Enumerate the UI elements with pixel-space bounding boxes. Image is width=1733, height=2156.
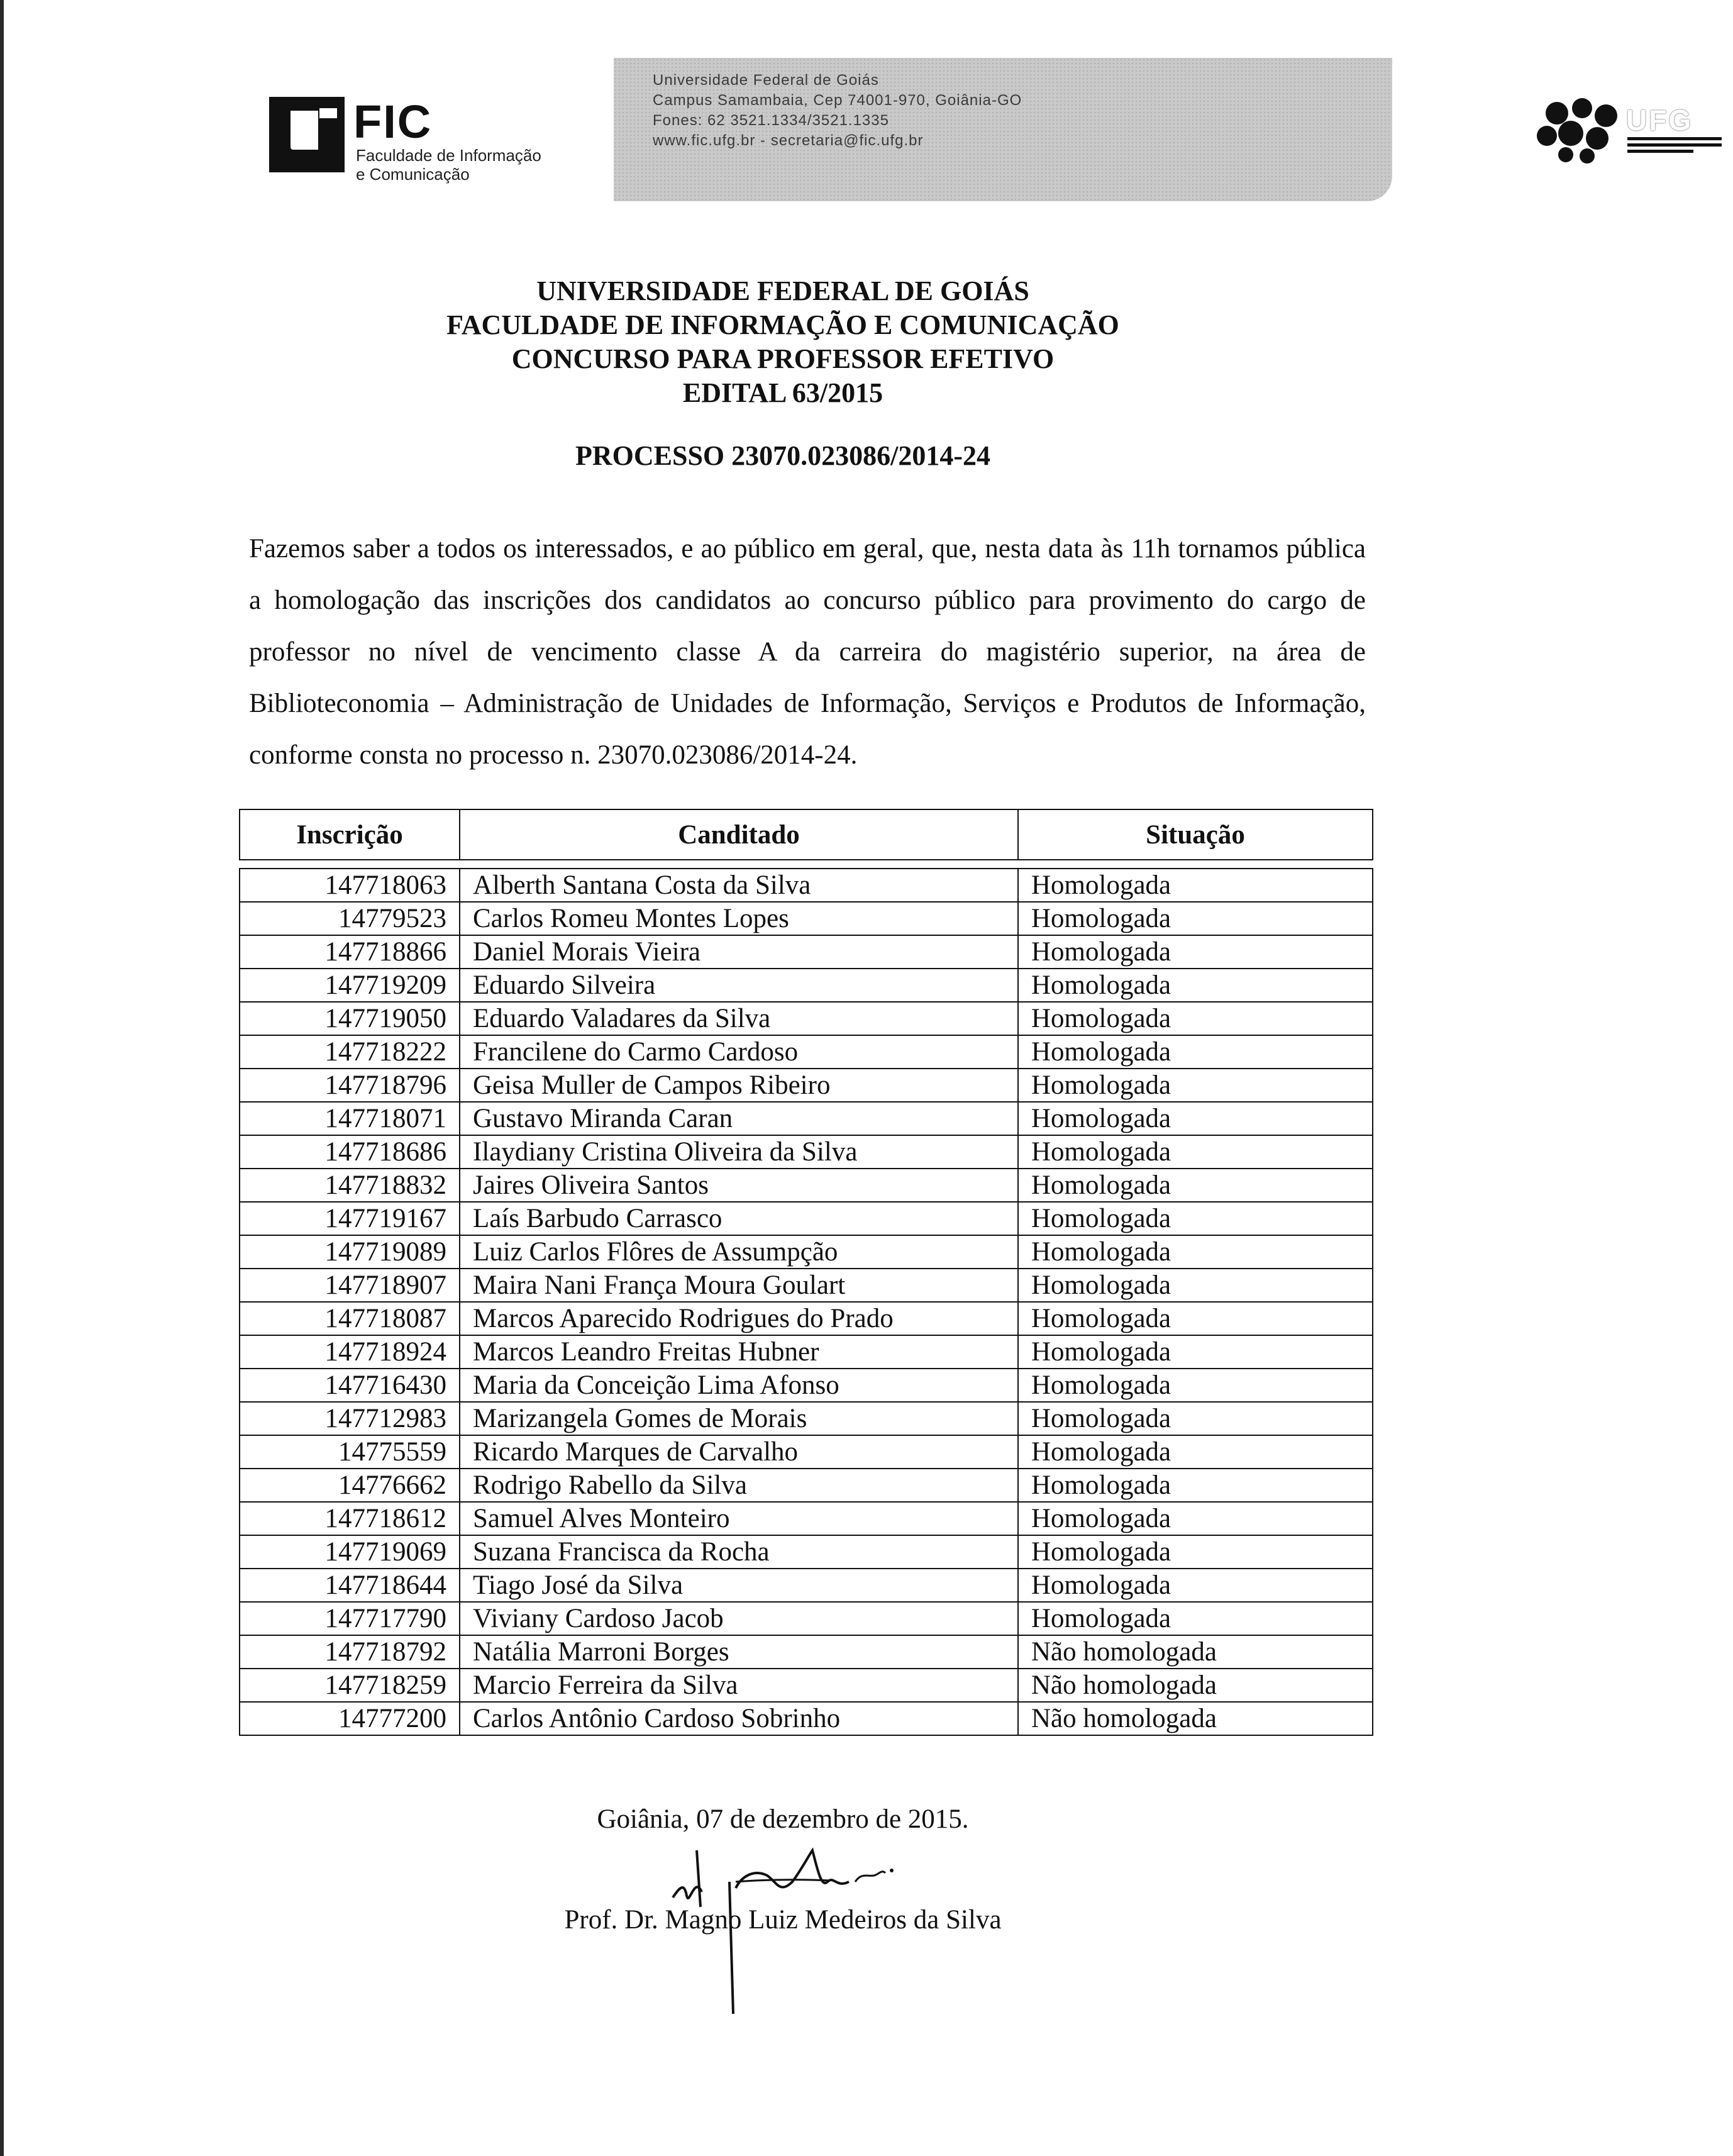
table-row bbox=[240, 1169, 1373, 1202]
cell-candidato: Marcio Ferreira da Silva bbox=[460, 1669, 1018, 1702]
cell-inscricao: 147712983 bbox=[240, 1402, 460, 1435]
cell-situacao: Homologada bbox=[1018, 1169, 1373, 1202]
cell-situacao: Homologada bbox=[1018, 1335, 1373, 1369]
ufg-logo-icon bbox=[1532, 94, 1626, 164]
cell-candidato: Geisa Muller de Campos Ribeiro bbox=[460, 1069, 1018, 1102]
cell-situacao: Não homologada bbox=[1018, 1669, 1373, 1702]
cell-inscricao: 147718796 bbox=[240, 1069, 460, 1102]
table-row bbox=[240, 1502, 1373, 1535]
cell-situacao: Homologada bbox=[1018, 1302, 1373, 1335]
cell-candidato: Marizangela Gomes de Morais bbox=[460, 1402, 1018, 1435]
cell-situacao: Homologada bbox=[1018, 1069, 1373, 1102]
cell-candidato: Maria da Conceição Lima Afonso bbox=[460, 1369, 1018, 1402]
cell-candidato: Natália Marroni Borges bbox=[460, 1635, 1018, 1669]
letterhead bbox=[267, 58, 1693, 247]
cell-situacao: Homologada bbox=[1018, 1202, 1373, 1235]
table-row bbox=[240, 1635, 1373, 1669]
cell-inscricao: 147718644 bbox=[240, 1569, 460, 1602]
place-date: Goiânia, 07 de dezembro de 2015. bbox=[597, 1804, 969, 1834]
table-row bbox=[240, 1302, 1373, 1335]
cell-inscricao: 147718924 bbox=[240, 1335, 460, 1369]
title-contest: CONCURSO PARA PROFESSOR EFETIVO bbox=[511, 343, 1055, 374]
document-titles bbox=[0, 274, 1566, 410]
table-header-row bbox=[240, 809, 1373, 860]
cell-situacao: Homologada bbox=[1018, 1235, 1373, 1269]
table-row bbox=[240, 969, 1373, 1002]
cell-inscricao: 147716430 bbox=[240, 1369, 460, 1402]
table-row bbox=[240, 1402, 1373, 1435]
cell-inscricao: 147718063 bbox=[240, 869, 460, 902]
cell-candidato: Ricardo Marques de Carvalho bbox=[460, 1435, 1018, 1469]
cell-inscricao: 14777200 bbox=[240, 1702, 460, 1735]
cell-situacao: Homologada bbox=[1018, 1402, 1373, 1435]
fic-subtitle-line-2: e Comunicação bbox=[356, 165, 470, 184]
cell-situacao: Homologada bbox=[1018, 1469, 1373, 1502]
cell-situacao: Homologada bbox=[1018, 1035, 1373, 1069]
fic-logo-subtitle bbox=[356, 146, 570, 184]
table-row bbox=[240, 935, 1373, 969]
ufg-logo bbox=[1532, 94, 1733, 164]
cell-candidato: Ilaydiany Cristina Oliveira da Silva bbox=[460, 1135, 1018, 1169]
cell-situacao: Homologada bbox=[1018, 1135, 1373, 1169]
cell-situacao: Não homologada bbox=[1018, 1635, 1373, 1669]
cell-candidato: Francilene do Carmo Cardoso bbox=[460, 1035, 1018, 1069]
cell-inscricao: 147718071 bbox=[240, 1102, 460, 1135]
cell-candidato: Carlos Romeu Montes Lopes bbox=[460, 902, 1018, 935]
announcement-paragraph: Fazemos saber a todos os interessados, e ao público em geral, que, nesta data às 11h tornamos pública a homologação das inscrições dos candidatos ao concurso público para provimento do cargo de professor no nível de vencimento classe A da carreira do magistério superior, na área de Biblioteconomia – Administração de Unidades de Informação, Serviços e Produtos de Informação, conforme consta no processo n. 23070.023086/2014-24. bbox=[249, 534, 1366, 770]
title-faculty: FACULDADE DE INFORMAÇÃO E COMUNICAÇÃO bbox=[446, 309, 1119, 340]
cell-situacao: Homologada bbox=[1018, 1502, 1373, 1535]
table-row bbox=[240, 1102, 1373, 1135]
cell-candidato: Eduardo Valadares da Silva bbox=[460, 1002, 1018, 1035]
table-row bbox=[240, 1269, 1373, 1302]
contact-web-email: www.fic.ufg.br - secretaria@fic.ufg.br bbox=[653, 132, 924, 149]
cell-candidato: Laís Barbudo Carrasco bbox=[460, 1202, 1018, 1235]
table-row bbox=[240, 1202, 1373, 1235]
table-row bbox=[240, 1602, 1373, 1635]
cell-situacao: Homologada bbox=[1018, 1602, 1373, 1635]
signer-name: Prof. Dr. Magno Luiz Medeiros da Silva bbox=[564, 1905, 1002, 1935]
table-row bbox=[240, 1235, 1373, 1269]
cell-inscricao: 147719069 bbox=[240, 1535, 460, 1569]
cell-inscricao: 147719167 bbox=[240, 1202, 460, 1235]
cell-inscricao: 147718222 bbox=[240, 1035, 460, 1069]
cell-inscricao: 147718792 bbox=[240, 1635, 460, 1669]
process-number: PROCESSO 23070.023086/2014-24 bbox=[575, 440, 991, 471]
cell-candidato: Carlos Antônio Cardoso Sobrinho bbox=[460, 1702, 1018, 1735]
table-row bbox=[240, 1135, 1373, 1169]
table-row bbox=[240, 1035, 1373, 1069]
cell-inscricao: 147718832 bbox=[240, 1169, 460, 1202]
title-edital: EDITAL 63/2015 bbox=[682, 377, 883, 408]
cell-inscricao: 147718686 bbox=[240, 1135, 460, 1169]
cell-situacao: Homologada bbox=[1018, 969, 1373, 1002]
cell-candidato: Rodrigo Rabello da Silva bbox=[460, 1469, 1018, 1502]
table-row bbox=[240, 1535, 1373, 1569]
cell-candidato: Alberth Santana Costa da Silva bbox=[460, 869, 1018, 902]
cell-candidato: Eduardo Silveira bbox=[460, 969, 1018, 1002]
fic-logo bbox=[267, 97, 619, 223]
cell-inscricao: 147719209 bbox=[240, 969, 460, 1002]
cell-inscricao: 147718907 bbox=[240, 1269, 460, 1302]
cell-situacao: Homologada bbox=[1018, 1369, 1373, 1402]
table-row bbox=[240, 1469, 1373, 1502]
header-candidato: Canditado bbox=[460, 809, 1018, 860]
cell-candidato: Jaires Oliveira Santos bbox=[460, 1169, 1018, 1202]
table-row bbox=[240, 1669, 1373, 1702]
table-row bbox=[240, 1069, 1373, 1102]
cell-candidato: Maira Nani França Moura Goulart bbox=[460, 1269, 1018, 1302]
cell-situacao: Homologada bbox=[1018, 1569, 1373, 1602]
cell-situacao: Homologada bbox=[1018, 1435, 1373, 1469]
title-university: UNIVERSIDADE FEDERAL DE GOIÁS bbox=[536, 275, 1029, 306]
cell-candidato: Samuel Alves Monteiro bbox=[460, 1502, 1018, 1535]
cell-situacao: Homologada bbox=[1018, 869, 1373, 902]
cell-candidato: Gustavo Miranda Caran bbox=[460, 1102, 1018, 1135]
fic-logo-name: FIC bbox=[353, 96, 433, 148]
ufg-logo-text: UFG bbox=[1626, 104, 1693, 136]
table-row bbox=[240, 1369, 1373, 1402]
cell-situacao: Homologada bbox=[1018, 1102, 1373, 1135]
contact-university: Universidade Federal de Goiás bbox=[653, 72, 879, 89]
fic-subtitle-line-1: Faculdade de Informação bbox=[356, 146, 541, 165]
cell-situacao: Homologada bbox=[1018, 902, 1373, 935]
cell-situacao: Não homologada bbox=[1018, 1702, 1373, 1735]
contact-address: Campus Samambaia, Cep 74001-970, Goiânia-GO bbox=[653, 92, 1022, 109]
cell-inscricao: 147718087 bbox=[240, 1302, 460, 1335]
header-situacao: Situação bbox=[1018, 809, 1373, 860]
table-row bbox=[240, 869, 1373, 902]
cell-inscricao: 147717790 bbox=[240, 1602, 460, 1635]
cell-inscricao: 147719050 bbox=[240, 1002, 460, 1035]
cell-situacao: Homologada bbox=[1018, 1535, 1373, 1569]
header-inscricao: Inscrição bbox=[240, 809, 460, 860]
cell-inscricao: 147718259 bbox=[240, 1669, 460, 1702]
cell-situacao: Homologada bbox=[1018, 935, 1373, 969]
table-row bbox=[240, 1702, 1373, 1735]
cell-candidato: Luiz Carlos Flôres de Assumpção bbox=[460, 1235, 1018, 1269]
table-row bbox=[240, 1002, 1373, 1035]
cell-candidato: Marcos Leandro Freitas Hubner bbox=[460, 1335, 1018, 1369]
cell-situacao: Homologada bbox=[1018, 1002, 1373, 1035]
table-row bbox=[240, 902, 1373, 935]
cell-inscricao: 147718866 bbox=[240, 935, 460, 969]
table-row bbox=[240, 1569, 1373, 1602]
table-row bbox=[240, 1435, 1373, 1469]
contact-box bbox=[614, 58, 1693, 201]
table-row bbox=[240, 1335, 1373, 1369]
cell-candidato: Suzana Francisca da Rocha bbox=[460, 1535, 1018, 1569]
contact-lines bbox=[653, 70, 1156, 151]
candidates-table bbox=[239, 809, 1372, 1736]
fic-logo-icon bbox=[269, 97, 345, 172]
cell-inscricao: 14776662 bbox=[240, 1469, 460, 1502]
cell-inscricao: 14775559 bbox=[240, 1435, 460, 1469]
ufg-logo-bars bbox=[1627, 137, 1722, 156]
cell-inscricao: 147718612 bbox=[240, 1502, 460, 1535]
cell-candidato: Marcos Aparecido Rodrigues do Prado bbox=[460, 1302, 1018, 1335]
cell-candidato: Tiago José da Silva bbox=[460, 1569, 1018, 1602]
contact-phones: Fones: 62 3521.1334/3521.1335 bbox=[653, 112, 889, 129]
cell-situacao: Homologada bbox=[1018, 1269, 1373, 1302]
cell-inscricao: 14779523 bbox=[240, 902, 460, 935]
cell-inscricao: 147719089 bbox=[240, 1235, 460, 1269]
cell-candidato: Viviany Cardoso Jacob bbox=[460, 1602, 1018, 1635]
cell-candidato: Daniel Morais Vieira bbox=[460, 935, 1018, 969]
